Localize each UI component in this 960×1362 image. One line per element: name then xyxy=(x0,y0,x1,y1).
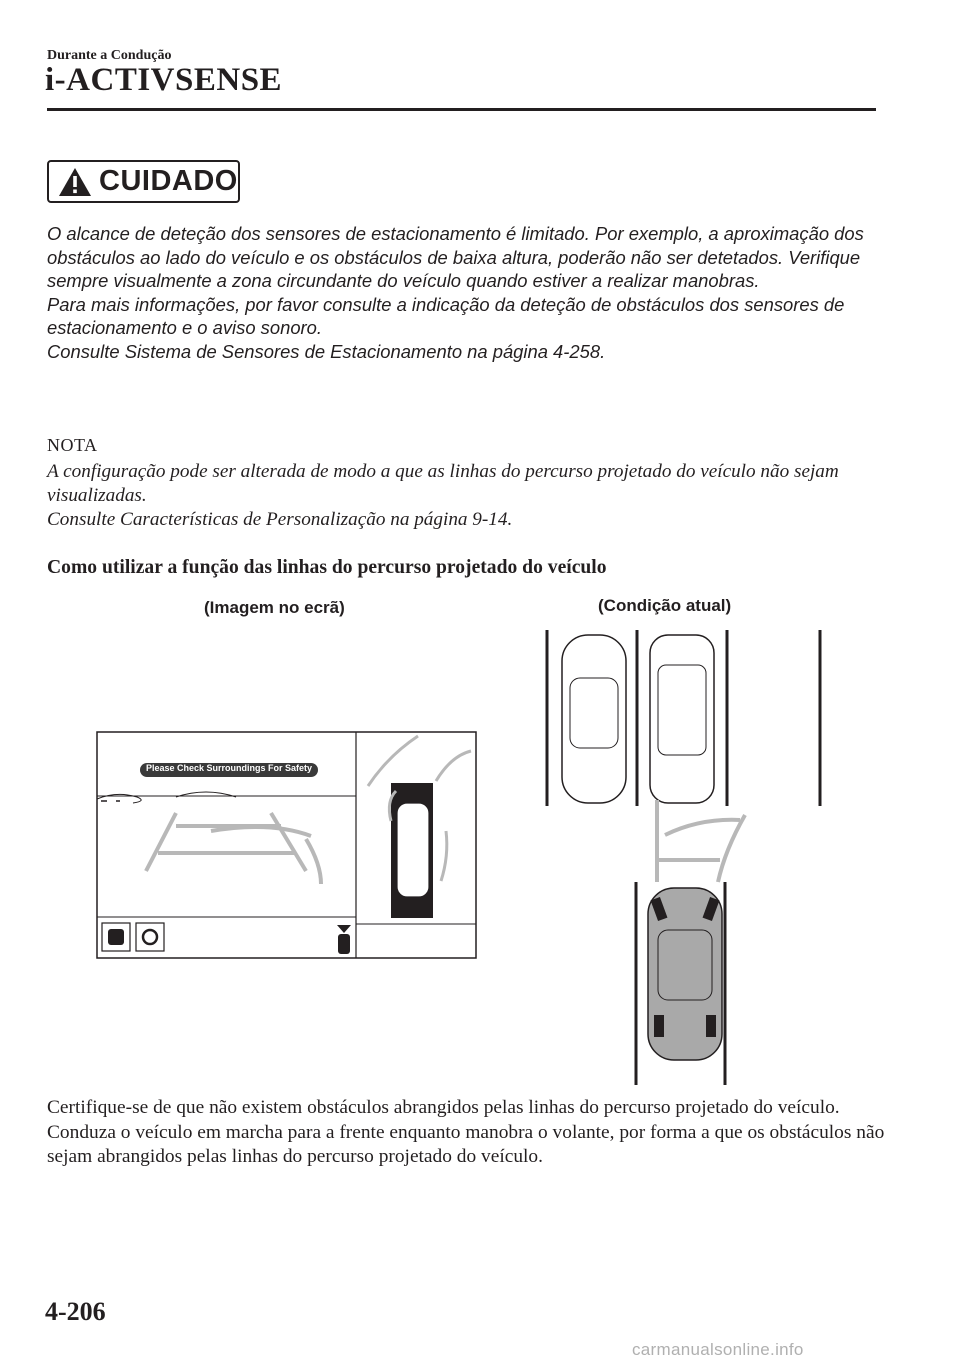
caution-box xyxy=(47,160,240,203)
actual-condition-illustration xyxy=(540,630,830,1090)
section-title: Durante a Condução xyxy=(47,48,172,63)
body-paragraph: Certifique-se de que não existem obstáculos abrangidos pelas linhas do percurso projetado do veículo. xyxy=(47,1097,840,1118)
caution-label: CUIDADO xyxy=(99,165,238,197)
note-heading: NOTA xyxy=(47,435,98,455)
actual-caption: (Condição atual) xyxy=(598,596,732,615)
vehicle-sensor-icon xyxy=(338,934,350,954)
watermark: carmanualsonline.info xyxy=(632,1340,804,1359)
header-rule xyxy=(47,108,876,111)
chapter-title: i-ACTIVSENSE xyxy=(45,62,283,98)
page-number: 4-206 xyxy=(45,1297,106,1326)
how-to-heading: Como utilizar a função das linhas do percurso projetado do veículo xyxy=(47,557,607,578)
settings-gear-icon[interactable] xyxy=(136,923,164,951)
caution-text xyxy=(47,222,887,364)
note-paragraph: A configuração pode ser alterada de modo a que as linhas do percurso projetado do veículo não sejam visualizadas. xyxy=(47,461,839,506)
parked-car xyxy=(650,635,714,803)
screen-caption: (Imagem no ecrã) xyxy=(204,598,345,617)
caution-paragraph: O alcance de deteção dos sensores de estacionamento é limitado. Por exemplo, a aproximação dos obstáculos ao lado do veículo e os obstáculos de baixa altura, poderão não ser detetados. Verifique sempre visualmente a zona circundante do veículo quando estiver a realizar manobras. xyxy=(47,223,864,292)
screen-banner-text: Please Check Surroundings For Safety xyxy=(145,763,313,773)
caution-paragraph: Para mais informações, por favor consulte a indicação da deteção de obstáculos dos sensores de estacionamento e o aviso sonoro. xyxy=(47,293,845,339)
caution-paragraph: Consulte Sistema de Sensores de Estacionamento na página 4-258. xyxy=(47,340,606,362)
body-text xyxy=(47,1096,907,1170)
warning-icon xyxy=(57,166,93,198)
note-text xyxy=(47,460,907,532)
note-paragraph: Consulte Características de Personalização na página 9-14. xyxy=(47,509,513,530)
parked-car xyxy=(562,635,626,803)
body-paragraph: Conduza o veículo em marcha para a frente enquanto manobra o volante, por forma a que os obstáculos não sejam abrangidos pelas linhas do percurso projetado do veículo. xyxy=(47,1121,885,1168)
